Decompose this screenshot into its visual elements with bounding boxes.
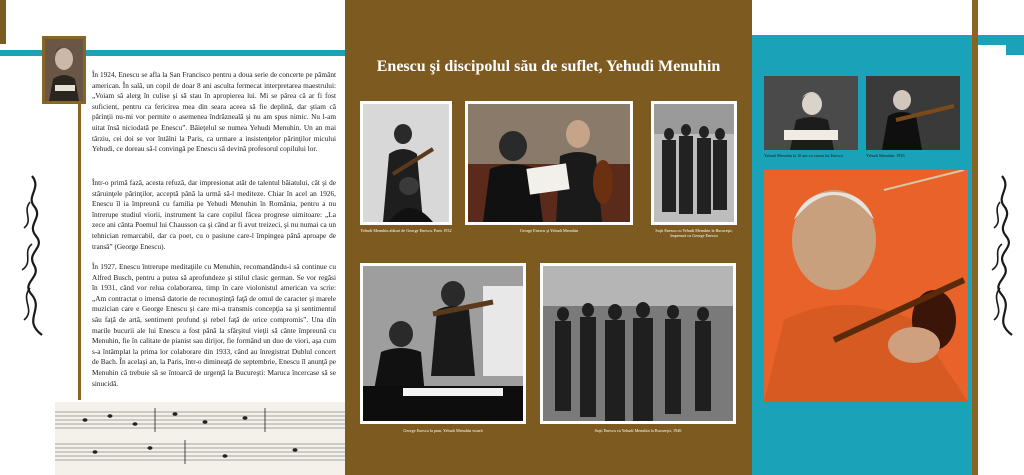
photo-caption: Yehudi Menuhin alături de George Enescu, Paris 1932 [360,228,452,233]
photo-crowd-bucharest-1946 [540,263,736,424]
vertical-rule [78,100,81,400]
paragraph-2: Într-o primă fază, acesta refuză, dar impresionat atât de talentul băiatului, cât şi de stăruinţele părinţilor, acceptă până la urmă să-l mediteze. Chiar în acel an 1926, Enescu îl ia împreună cu familia pe Yehudi Menuhin în România, pentru a nu întrerupe studiul viorii, instrument la care copilul făcea progrese uimitoare: „La zece ani cânta Poemul lui Chausson ca şi când ar fi avut treizeci, şi nu numai ca un tehnician remarcabil, dar ca poet, cu o pasiune care-l împingea până aproape de transă” (George Enescu). [92,178,336,251]
enescu-signature [982,170,1022,340]
photo-caption: George Enescu la pian, Yehudi Menuhin vioară [403,428,483,433]
photo-menuhin-child [764,76,858,150]
enescu-portrait-thumbnail [42,36,86,104]
photo-caption: Yehudi Menuhin, 1935 [866,153,905,158]
teal-corner [1006,35,1024,55]
photo-menuhin-1935 [866,76,960,150]
page-title: Enescu şi discipolul său de suflet, Yehudi Menuhin [376,58,721,75]
photo-caption: Soţii Enescu cu Yehudi Menuhin la Bucureşti, împreună cu George Enescu [655,228,733,238]
photo-caption: George Enescu şi Yehudi Menuhin [519,228,579,233]
photo-menuhin-elder-violin [764,170,968,402]
brown-band [0,0,6,44]
photo-enescu-menuhin-paris [360,101,452,225]
photo-enescu-piano-menuhin-violin [360,263,526,424]
paragraph-1: În 1924, Enescu se afla la San Francisco pentru a doua serie de concerte pe pământ american. În sală, un copil de doar 8 ani asculta fermecat interpretarea maestrului: „Voiam să alerg în culise şi să stau în apropierea lui. Mi se părea că ar fi fost suficient, pentru ca fericirea mea din seara aceea să fie deplină, dar ştiam că părinţii nu-mi vor permite o asemenea îndrăzneală şi nu am spus nimic. Nu l-am uitat însă niciodată pe Enescu”. Băieţelul se numea Yehudi Menuhin. Un an mai târziu, cei doi se vor întâlni la Paris, ca urmare a insistenţelor părinţilor micului Yehudi, ce doreau să-l convingă pe Enescu să devină profesorul copilului lor. [92,70,336,154]
enescu-signature [12,170,52,340]
photo-caption: Yehudi Menuhin la 10 ani cu vioara lui Enescu [764,153,843,158]
photo-group-bucharest [651,101,737,225]
photo-enescu-menuhin-reading [465,101,633,225]
photo-caption: Soţii Enescu cu Yehudi Menuhin la Bucureşti, 1946 [594,428,682,433]
teal-band [752,35,1024,45]
paragraph-3: În 1927, Enescu întrerupe meditaţiile cu Menuhin, recomandându-i să continue cu Alfred Busch, pentru a putea să aprofundeze şi stilul clasic german. Se vor regăsi în 1931, când vor relua colaborarea, timp în care violonistul american va scrie: „Am contractat o imensă datorie de recunoştinţă faţă de omul de caracter şi marele muzician care e George Enescu şi care mi-a transmis concepţia sa şi sentimentul său faţă de artă, sentiment profund şi rebel faţă de orice compromis”. Una din marile bucurii ale lui Enescu a fost până la sfârşitul vieţii să cânte împreună cu Menuhin, fie în calitate de pianist sau dirijor, fie formând un duo de viori, aşa cum s-a întâmplat la prima lor colaborare din 1933, când au înregistrat Dublul concert de Bach. În acelaşi an, la Paris, într-o dimineaţă de septembrie, Enescu îl anunţă pe Menuhin că trebuie să se întoarcă de urgenţă la Bucureşti: Maruca încercase să se sinucidă. [92,262,336,388]
sheet-music-image [55,402,345,475]
